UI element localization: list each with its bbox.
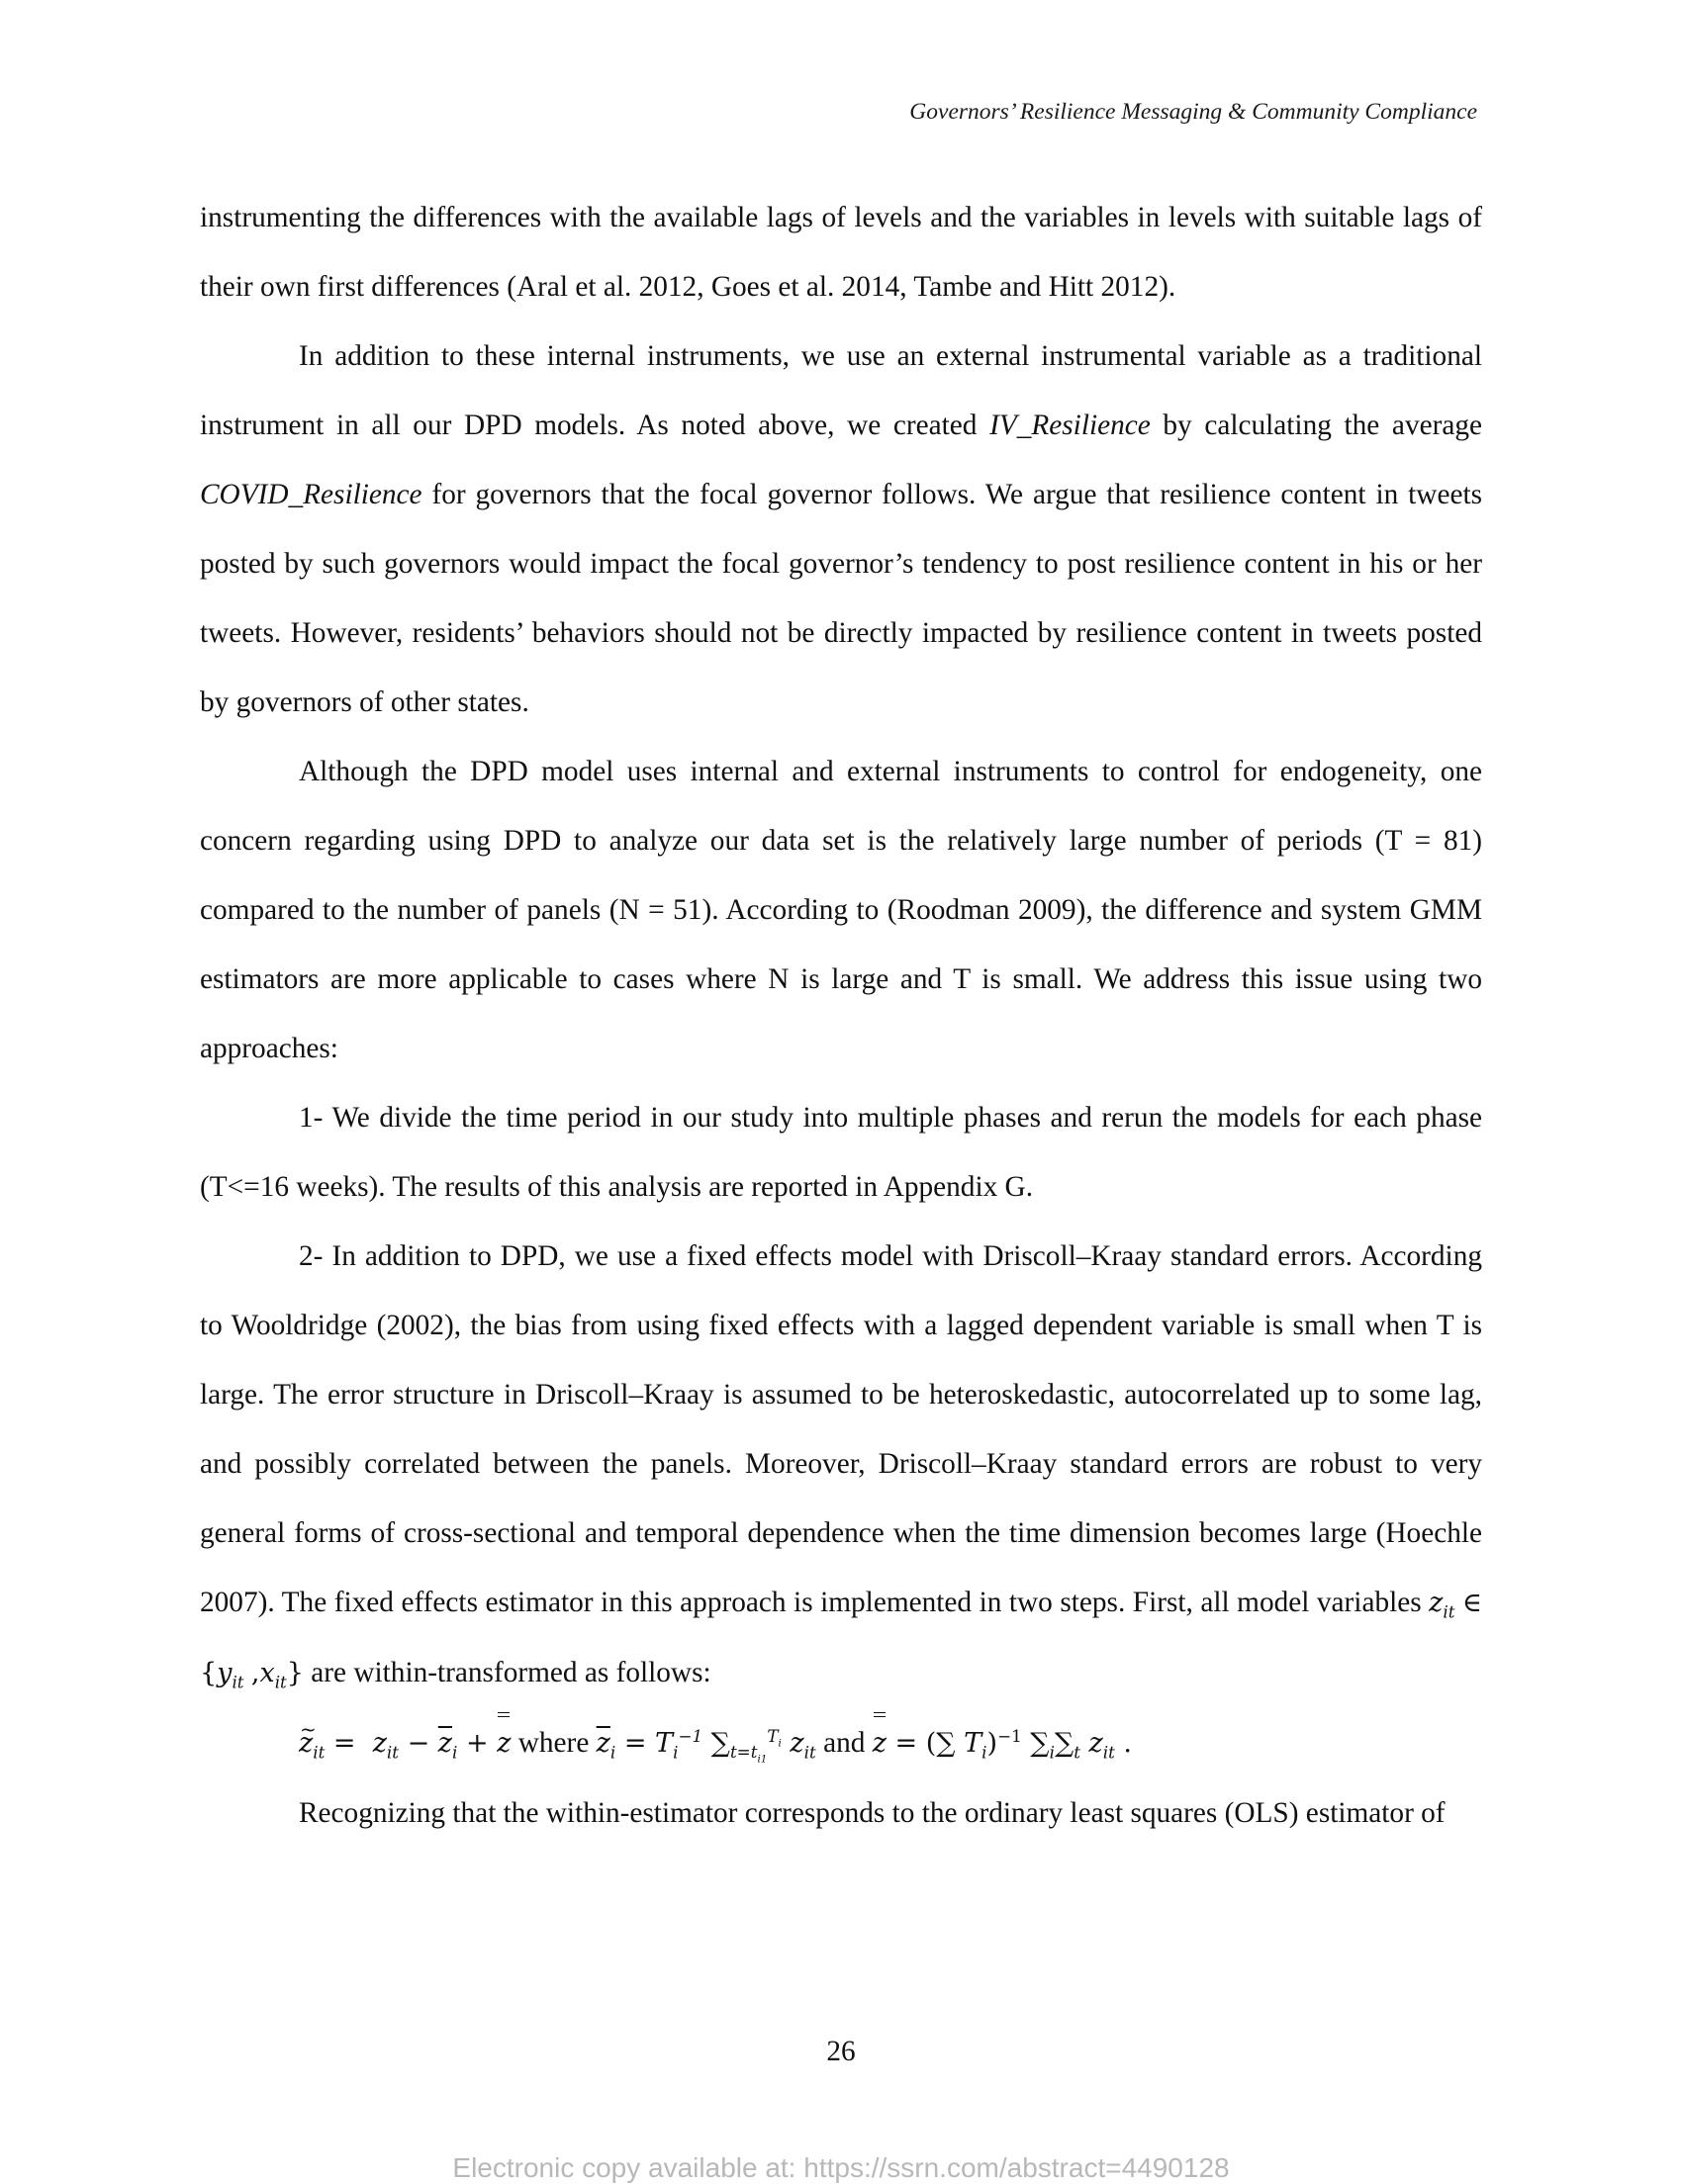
paragraph-6 (200, 1778, 1482, 1848)
paragraph-text: Recognizing that the within-estimator corresponds to the ordinary least squares (OLS) estimator of (299, 1797, 1446, 1829)
paragraph-1 (200, 183, 1482, 321)
paragraph-3 (200, 737, 1482, 1083)
inline-math-x-it: $x_{it}$ (259, 1658, 287, 1692)
ssrn-footer: Electronic copy available at: https://ssrn.com/abstract=4490128 (452, 2152, 1230, 2183)
paragraph-2 (200, 321, 1482, 737)
inline-math-close-brace: } (286, 1658, 304, 1688)
page-number: 26 (826, 2036, 856, 2067)
paragraph-text: are within-transformed as follows: (311, 1657, 711, 1688)
paragraph-text: 1- We divide the time period in our study into multiple phases and rerun the models for each phase (T<=16 weeks). The results of this analysis are reported in Appendix G. (200, 1102, 1482, 1203)
paragraph-5 (200, 1222, 1482, 1708)
variable-iv-resilience: IV_Resilience (989, 410, 1151, 441)
inline-math-z-it: $z_{it}$ (1429, 1588, 1455, 1622)
paragraph-text: 2- In addition to DPD, we use a fixed effects model with Driscoll–Kraay standard errors. According to Wooldridge (2002), the bias from using fixed effects with a lagged dependent variable is small when T is large. The error structure in Driscoll–Kraay is assumed to be heteroskedastic, autocorrelated up to some lag, and possibly correlated between the panels. Moreover, Driscoll–Kraay standard errors are robust to very general forms of cross-sectional and temporal dependence when the time dimension becomes large (Hoechle 2007). The fixed effects estimator in this approach is implemented in two steps. First, all model variables (200, 1240, 1482, 1618)
inline-math-y-it: $y_{it}$ (217, 1658, 244, 1692)
paragraph-text: by calculating the average (1150, 410, 1483, 441)
paragraph-text: instrumenting the differences with the available lags of levels and the variables in levels with suitable lags of their own first differences (Aral et al. 2012, Goes et al. 2014, Tambe and Hitt 2012). (200, 202, 1482, 303)
body-text (200, 183, 1482, 1848)
paragraph-text: Although the DPD model uses internal and external instruments to control for endogeneity, one concern regarding using DPD to analyze our data set is the relatively large number of periods (T = 81) compared to the number of panels (N = 51). According to (Roodman 2009), the difference and system GMM estimators are more applicable to cases where N is large and T is small. We address this issue using two approaches: (200, 756, 1482, 1064)
inline-math-element-of: ∈ { (200, 1588, 1483, 1688)
equation-and: and (823, 1727, 866, 1759)
paragraph-text: for governors that the focal governor follows. We argue that resilience content in tweets posted by such governors would impact the focal governor’s tendency to post resilience content in his or her tweets. However, residents’ behaviors should not be directly impacted by resilience content in tweets posted by governors of other states. (200, 479, 1482, 718)
variable-covid-resilience: COVID_Resilience (200, 479, 422, 510)
paragraph-4 (200, 1083, 1482, 1222)
within-transform-equation: ~ $z_{it} = z_{it} - \overline{z}_i + z$ where $\overline{z}_i = T_i^{-1}$ $\sum_{t=t_{i1}}^{T_i}$ $z_{it}$ and z = (∑ $T_i)^{-1}$ $\sum_i\sum_t$ $z_{it}$ . (200, 1708, 1482, 1778)
paragraph-text: In addition to these internal instruments, we use an external instrumental variable as a traditional instrument in all our DPD models. As noted above, we created (200, 340, 1482, 441)
equation-lhs: ~ $z_{it}$ (299, 1728, 325, 1759)
running-header: Governors’ Resilience Messaging & Community Compliance (909, 99, 1477, 125)
inline-math-comma: , (250, 1658, 260, 1688)
equation-where: where (517, 1727, 590, 1759)
